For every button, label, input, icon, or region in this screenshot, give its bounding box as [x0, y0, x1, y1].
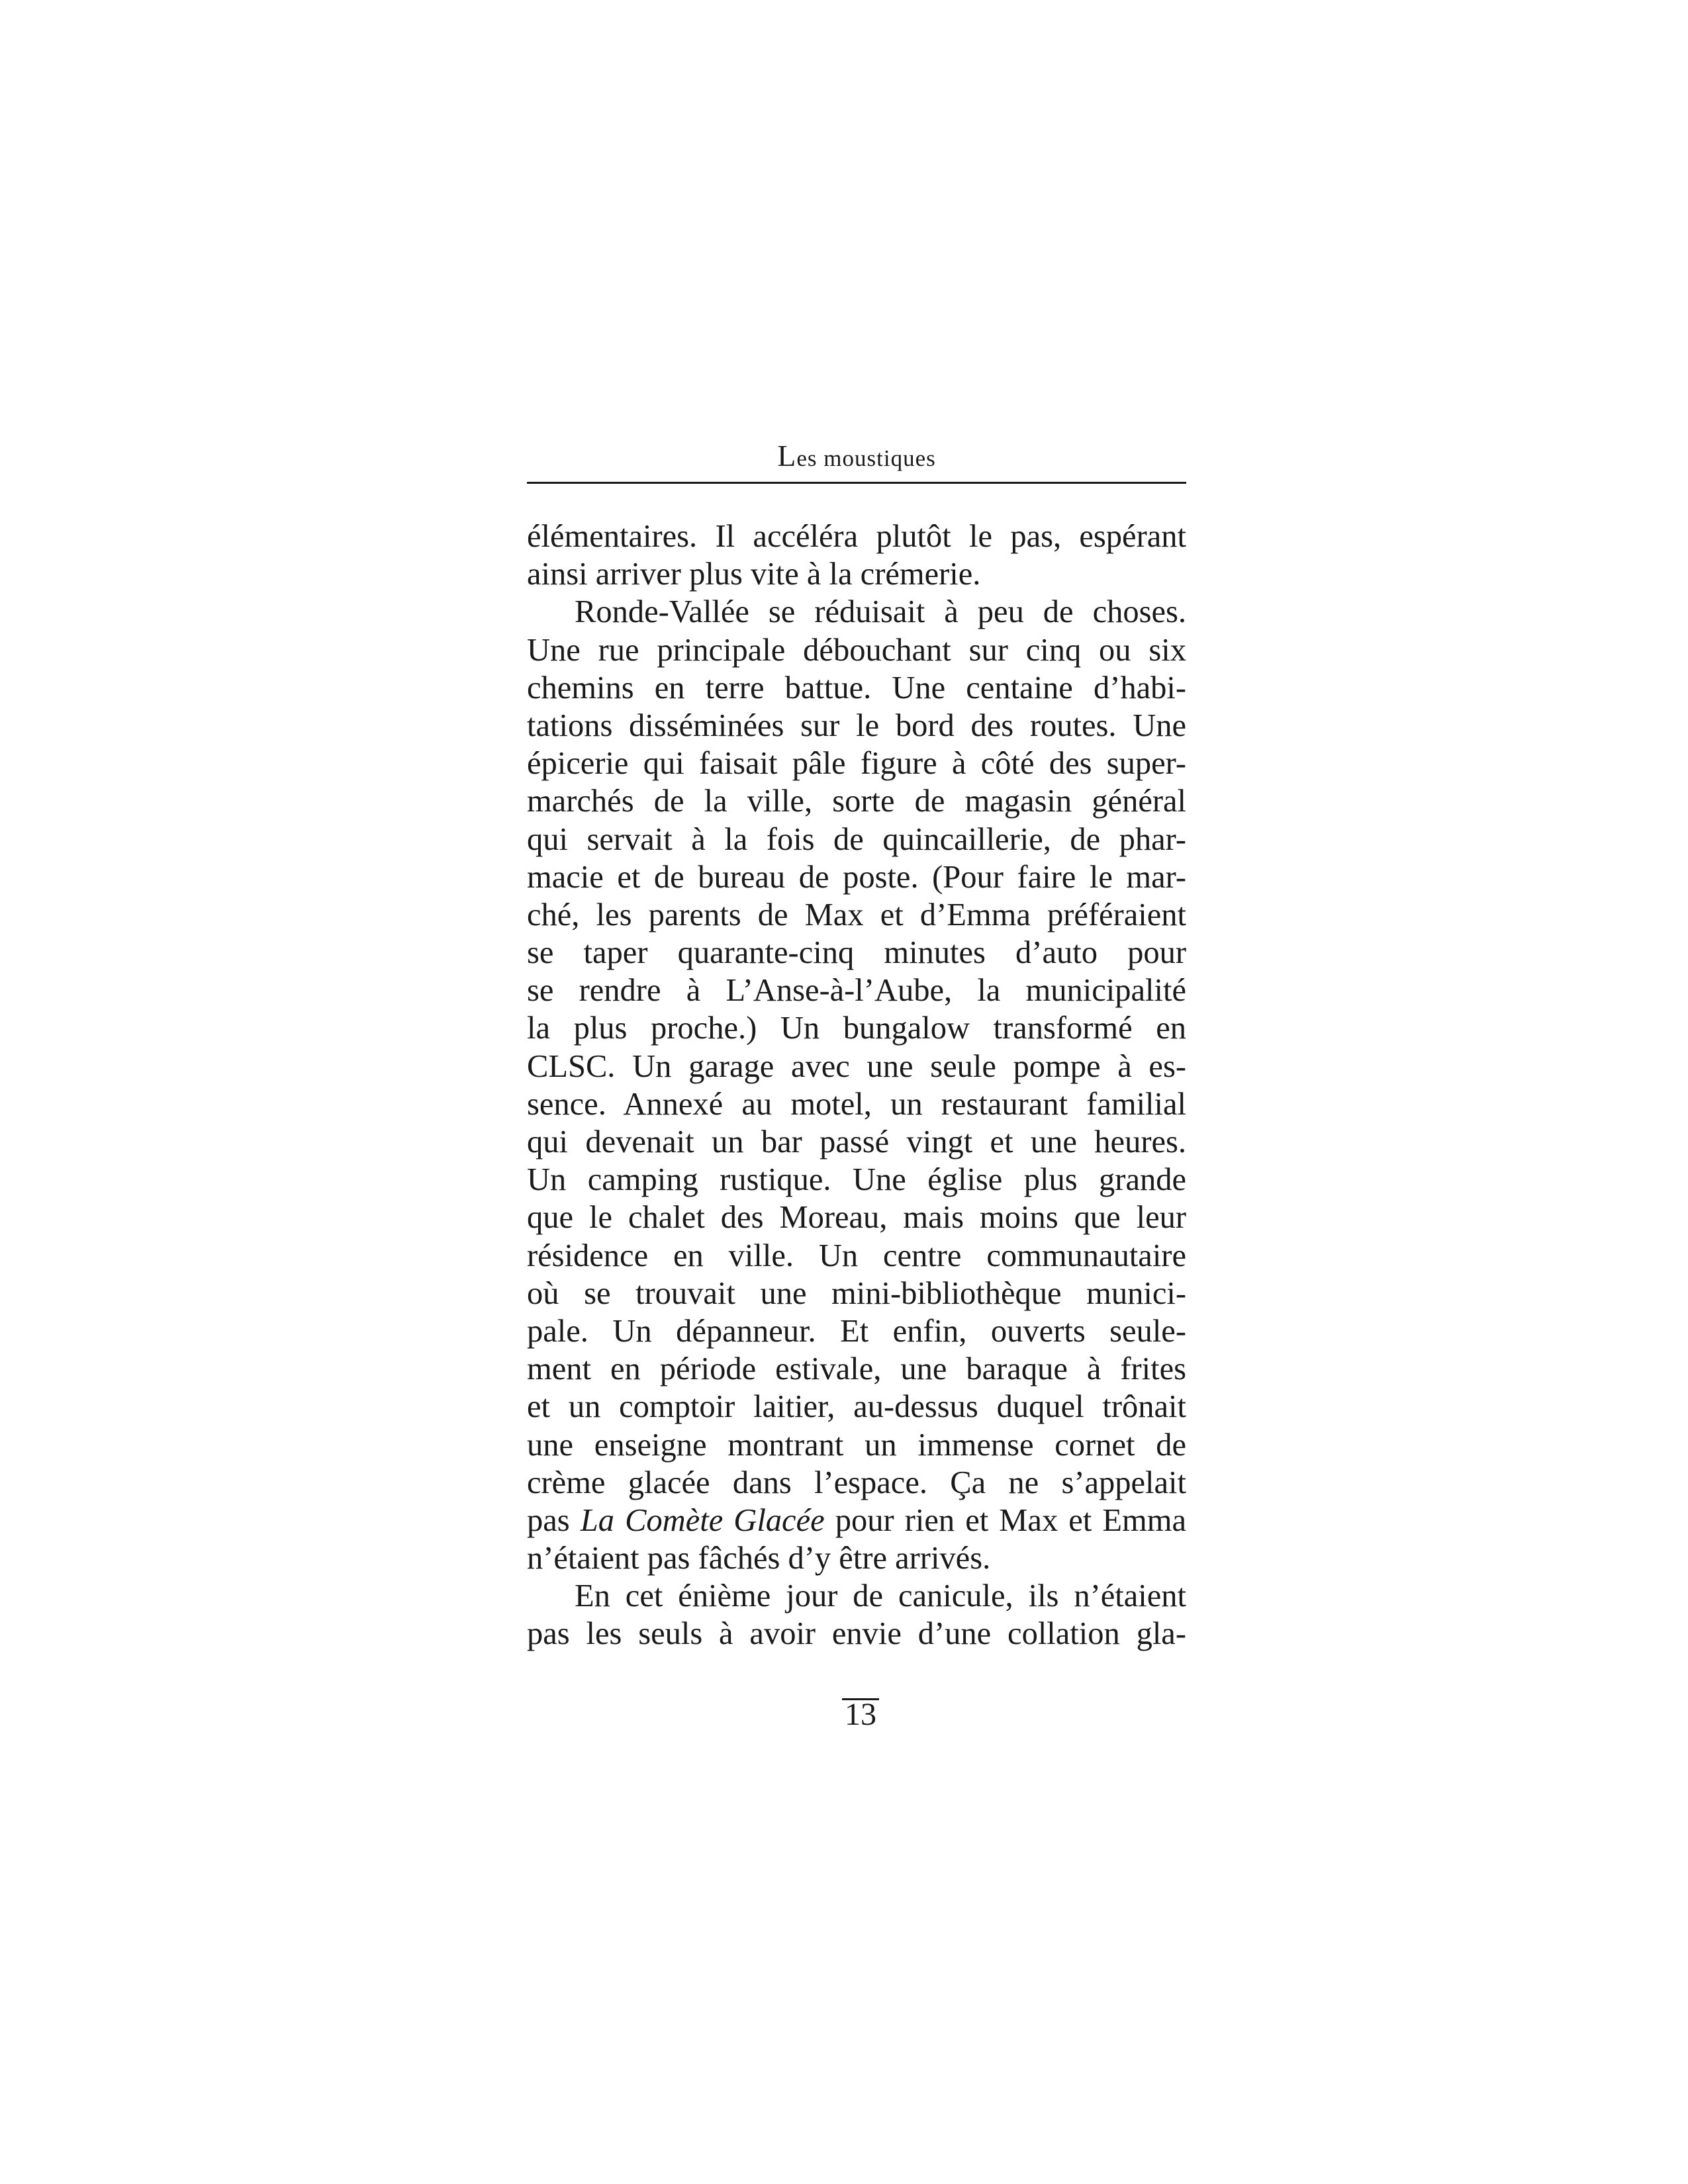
text-line: En cet énième jour de canicule, ils n’étaient [575, 1578, 1186, 1614]
header-initial: L [777, 439, 797, 473]
text-line-with-title [527, 1502, 1186, 1539]
text-line: et un comptoir laitier, au-dessus duquel trônait [527, 1389, 1186, 1425]
text-line: marchés de la ville, sorte de magasin général [527, 784, 1186, 819]
text-line: Une rue principale débouchant sur cinq ou six [527, 632, 1186, 668]
text-line: se taper quarante-cinq minutes d’auto pour [527, 935, 1186, 971]
text-fragment: pour rien et Max et Emma [824, 1502, 1186, 1538]
text-line: une enseigne montrant un immense cornet de [527, 1427, 1186, 1463]
text-line: résidence en ville. Un centre communautaire [527, 1238, 1186, 1273]
text-line: tations disséminées sur le bord des routes. Une [527, 707, 1186, 743]
text-line: que le chalet des Moreau, mais moins que leur [527, 1200, 1186, 1236]
text-line: crème glacée dans l’espace. Ça ne s’appelait [527, 1465, 1186, 1500]
text-line: chemins en terre battue. Une centaine d’habi- [527, 670, 1186, 705]
text-line: qui devenait un bar passé vingt et une heures. [527, 1124, 1186, 1160]
body-text [527, 518, 1186, 1653]
text-line: pas les seuls à avoir envie d’une collation gla- [527, 1616, 1186, 1652]
text-line: ainsi arriver plus vite à la crémerie. [527, 557, 981, 592]
header-rest-2: moustiques [823, 445, 936, 471]
text-line: CLSC. Un garage avec une seule pompe à es- [527, 1048, 1186, 1084]
text-line: Ronde-Vallée se réduisait à peu de choses. [575, 594, 1186, 630]
text-line: n’étaient pas fâchés d’y être arrivés. [527, 1541, 991, 1576]
text-line: sence. Annexé au motel, un restaurant familial [527, 1086, 1186, 1122]
text-line: ché, les parents de Max et d’Emma préféraient [527, 897, 1186, 933]
text-line: Un camping rustique. Une église plus grande [527, 1162, 1186, 1198]
italic-title: La Comète Glacée [580, 1502, 825, 1538]
text-line: la plus proche.) Un bungalow transformé en [527, 1011, 1186, 1046]
page-number: 13 [845, 1697, 876, 1732]
text-line: élémentaires. Il accéléra plutôt le pas, espérant [527, 519, 1186, 554]
text-line: se rendre à L’Anse-à-l’Aube, la municipalité [527, 973, 1186, 1009]
text-line: épicerie qui faisait pâle figure à côté des super- [527, 746, 1186, 782]
header-rest-1: es [796, 445, 824, 471]
text-line: où se trouvait une mini-bibliothèque munici- [527, 1275, 1186, 1311]
header-rule [527, 482, 1186, 484]
text-line: ment en période estivale, une baraque à frites [527, 1351, 1186, 1387]
running-header [527, 439, 1186, 475]
text-line: qui servait à la fois de quincaillerie, de phar- [527, 821, 1186, 857]
text-line: macie et de bureau de poste. (Pour faire le mar- [527, 859, 1186, 895]
text-fragment: pas [527, 1502, 581, 1538]
text-line: pale. Un dépanneur. Et enfin, ouverts seule- [527, 1313, 1186, 1349]
